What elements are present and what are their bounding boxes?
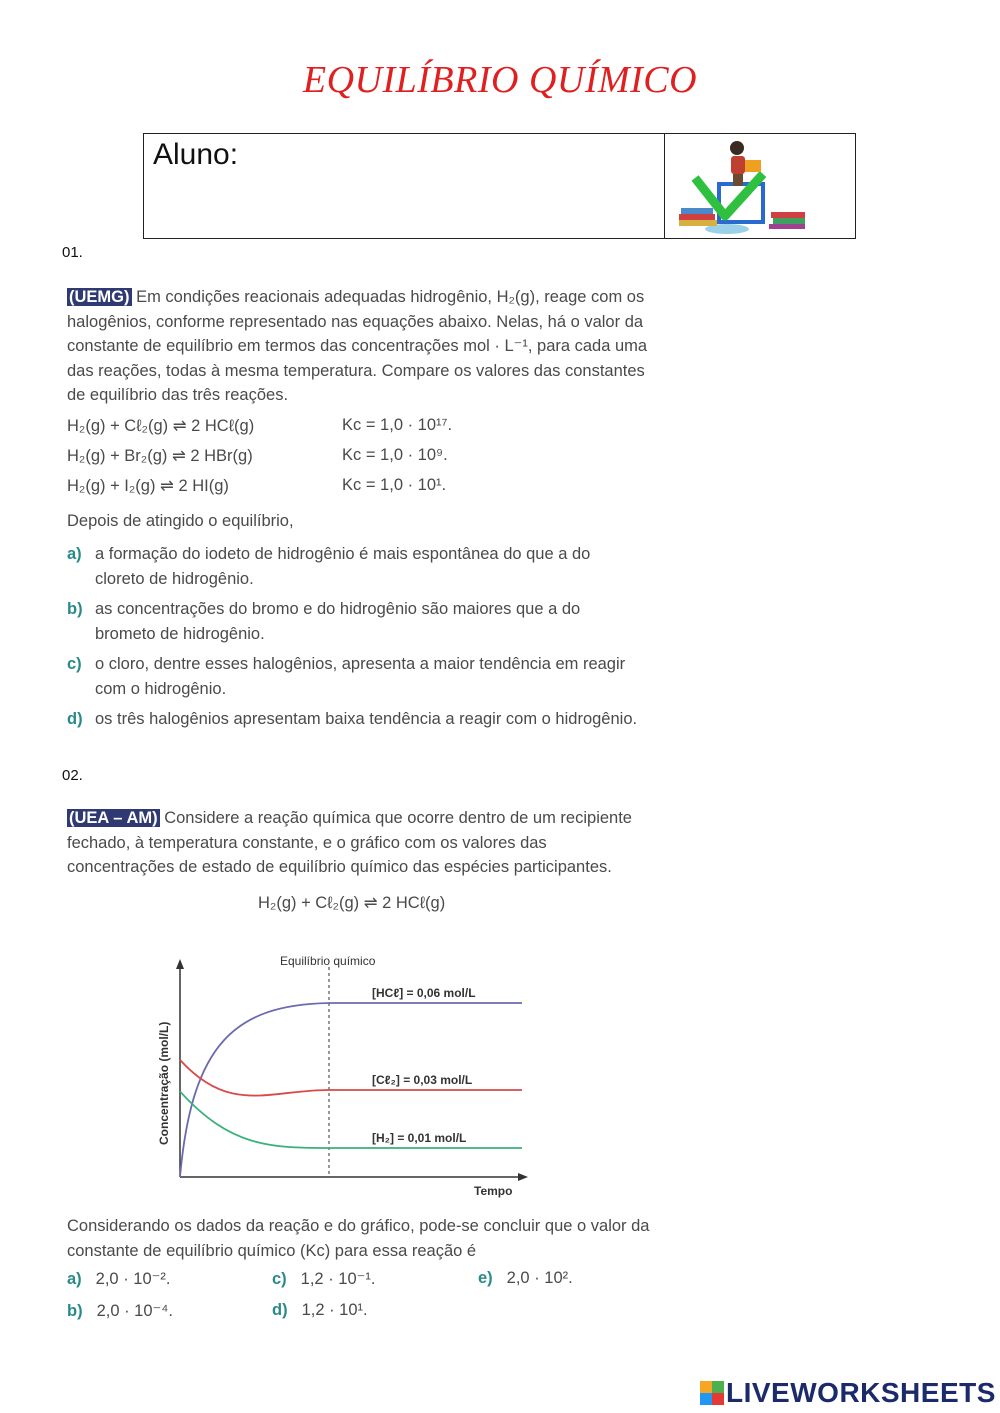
option-e[interactable]	[478, 1269, 573, 1288]
concentration-chart	[150, 945, 540, 1205]
question-1-lead: Depois de atingido o equilíbrio,	[67, 512, 294, 530]
question-2-number: 02.	[62, 767, 83, 784]
series-label: [HCℓ] = 0,06 mol/L	[372, 986, 476, 1000]
equation-reaction: H₂(g) + Cℓ₂(g) ⇌ 2 HCℓ(g)	[67, 417, 255, 435]
option-letter: c)	[272, 1270, 287, 1288]
series-line	[180, 1091, 522, 1148]
option-text: 2,0 · 10⁻⁴.	[96, 1302, 173, 1320]
equation-reaction: H₂(g) + Br₂(g) ⇌ 2 HBr(g)	[67, 447, 253, 465]
series-label: [H₂] = 0,01 mol/L	[372, 1131, 467, 1145]
question-1-number: 01.	[62, 244, 83, 261]
option-b[interactable]	[67, 597, 647, 647]
x-axis-arrow	[518, 1173, 528, 1181]
option-letter: b)	[67, 1302, 83, 1320]
student-name-field[interactable]	[144, 134, 665, 238]
x-axis-label: Tempo	[474, 1184, 513, 1198]
option-a[interactable]	[67, 1269, 170, 1289]
option-text: 2,0 · 10².	[506, 1269, 573, 1287]
option-c[interactable]	[272, 1269, 375, 1289]
question-1-text: Em condições reacionais adequadas hidrogênio, H₂(g), reage com os halogênios, conforme representado nas equações abaixo. Nelas, há o valor da constante de equilíbrio em termos das concentrações mol · L⁻¹, para cada uma das reações, todas à mesma temperatura. Compare os valores das constantes de equilíbrio das três reações.	[67, 288, 648, 404]
option-c[interactable]	[67, 652, 647, 702]
question-2-source-tag: (UEA – AM)	[69, 809, 158, 827]
equation-reaction: H₂(g) + I₂(g) ⇌ 2 HI(g)	[67, 477, 229, 495]
option-text: 1,2 · 10⁻¹.	[300, 1270, 376, 1288]
page-title: EQUILÍBRIO QUÍMICO	[302, 59, 698, 101]
y-axis-label: Concentração (mol/L)	[157, 1021, 171, 1145]
option-text: as concentrações do bromo e do hidrogênio são maiores que a do brometo de hidrogênio.	[95, 600, 581, 643]
teacher-checkmark-icon	[665, 134, 855, 238]
question-1-source-tag: (UEMG)	[69, 288, 130, 306]
liveworksheets-logo[interactable]	[700, 1377, 996, 1409]
option-text: 1,2 · 10¹.	[301, 1301, 368, 1319]
brand-text: LIVEWORKSHEETS	[726, 1377, 996, 1408]
option-letter: a)	[67, 1270, 82, 1288]
question-1-stem	[67, 285, 657, 408]
equation-constant: Kc = 1,0 · 10⁹.	[342, 446, 448, 464]
option-letter: b)	[67, 600, 83, 618]
option-letter: e)	[478, 1269, 493, 1287]
option-letter: d)	[272, 1301, 288, 1319]
option-letter: c)	[67, 655, 82, 673]
question-2-reaction: H₂(g) + Cℓ₂(g) ⇌ 2 HCℓ(g)	[258, 894, 446, 912]
equation-constant: Kc = 1,0 · 10¹.	[342, 476, 447, 494]
option-text: os três halogênios apresentam baixa tendência a reagir com o hidrogênio.	[95, 710, 638, 728]
question-2-text: Considere a reação química que ocorre dentro de um recipiente fechado, à temperatura constante, e o gráfico com os valores das concentrações de estado de equilíbrio químico das espécies participantes.	[67, 809, 632, 876]
option-text: a formação do iodeto de hidrogênio é mais espontânea do que a do cloreto de hidrogênio.	[95, 545, 591, 588]
option-letter: a)	[67, 545, 82, 563]
liveworksheets-icon	[700, 1381, 724, 1405]
option-b[interactable]	[67, 1301, 173, 1321]
option-d[interactable]	[272, 1301, 368, 1320]
option-text: o cloro, dentre esses halogênios, apresenta a maior tendência em reagir com o hidrogênio.	[95, 655, 626, 698]
y-axis-arrow	[176, 959, 184, 969]
series-label: [Cℓ₂] = 0,03 mol/L	[372, 1073, 473, 1087]
student-name-box	[143, 133, 856, 239]
question-2-stem	[67, 806, 657, 880]
option-text: 2,0 · 10⁻².	[95, 1270, 171, 1288]
student-label: Aluno:	[153, 138, 239, 171]
teacher-reading-illustration	[665, 134, 855, 238]
option-d[interactable]	[67, 707, 647, 732]
equation-constant: Kc = 1,0 · 10¹⁷.	[342, 416, 453, 434]
equilibrium-label: Equilíbrio químico	[280, 954, 376, 968]
question-2-prompt: Considerando os dados da reação e do gráfico, pode-se concluir que o valor da constante de equilíbrio químico (Kc) para essa reação é	[67, 1217, 650, 1260]
option-a[interactable]	[67, 542, 647, 592]
option-letter: d)	[67, 710, 83, 728]
